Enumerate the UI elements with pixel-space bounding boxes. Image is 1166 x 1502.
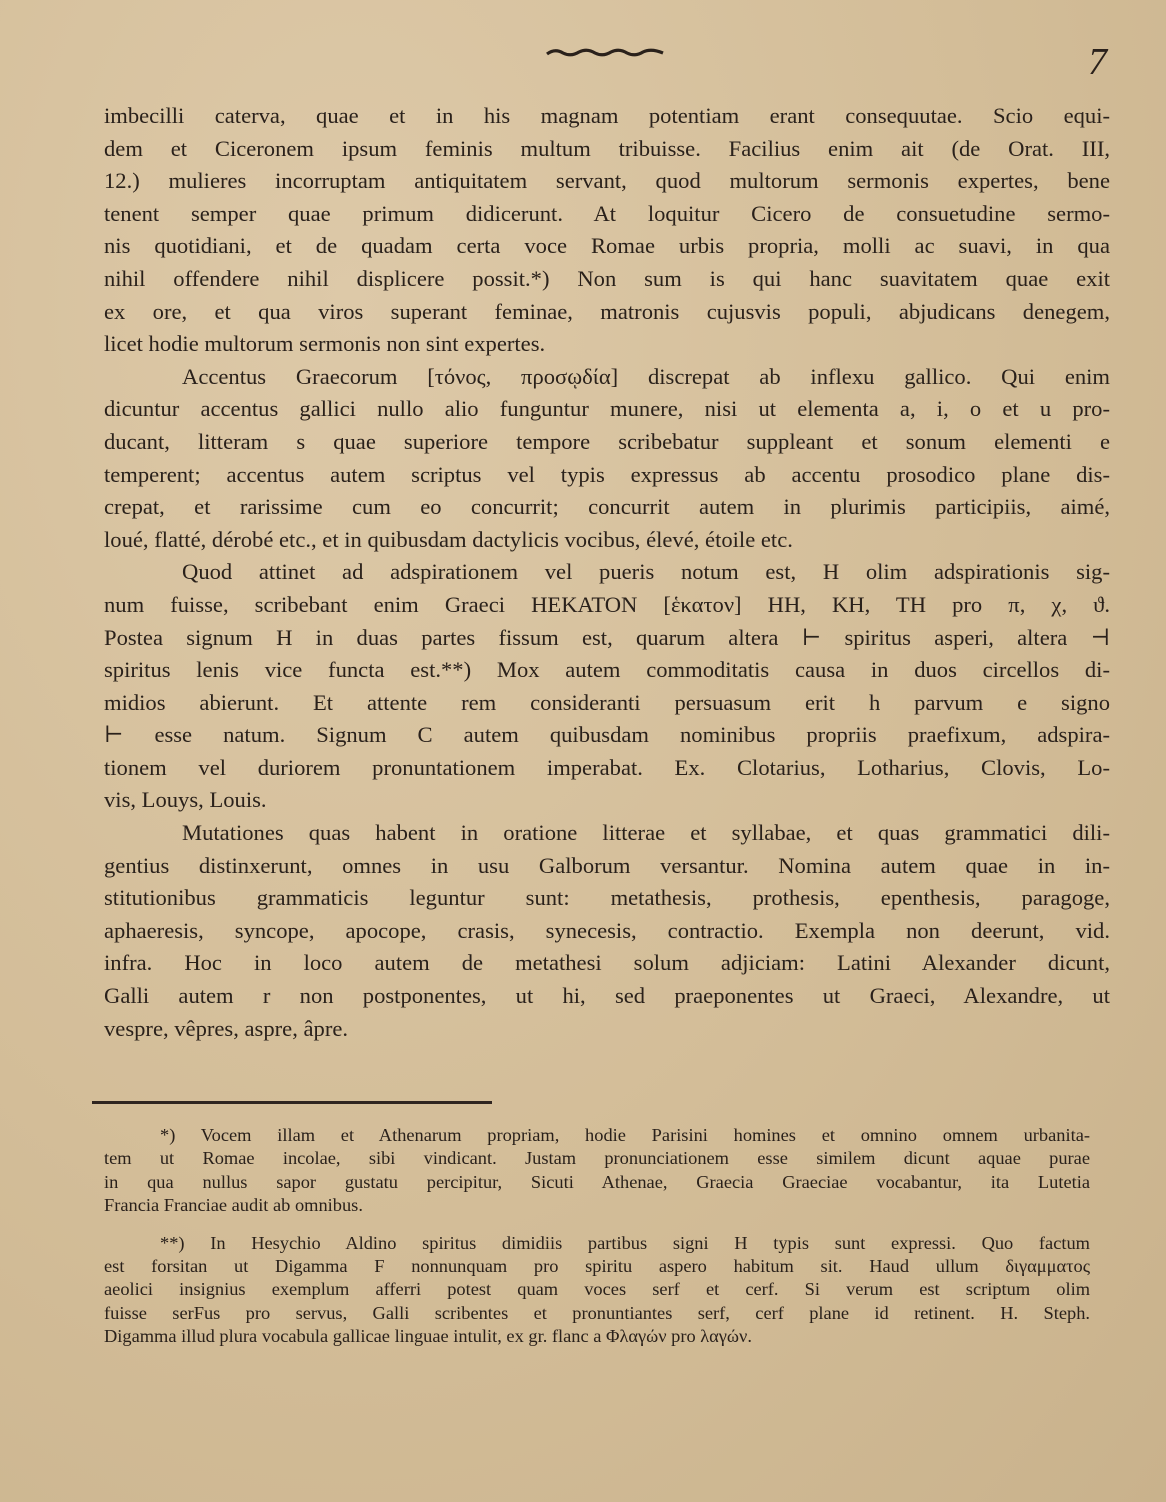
main-text <box>104 100 1110 1045</box>
text-line: 12.) mulieres incorruptam antiquitatem servant, quod multorum sermonis expertes, bene <box>104 168 1110 194</box>
page-number: 7 <box>1088 41 1107 83</box>
text-line: nihil offendere nihil displicere possit.*) Non sum is qui hanc suavitatem quae exit <box>104 265 1110 291</box>
footnote <box>104 1232 1090 1349</box>
text-line: infra. Hoc in loco autem de metathesi solum adjiciam: Latini Alexander dicunt, <box>104 950 1110 976</box>
footnote-line: est forsitan ut Digamma F nonnunquam pro spiritu aspero habitum sit. Haud ullum διγαμματος <box>104 1256 1090 1277</box>
text-line: ducant, litteram s quae superiore tempore scribebatur suppleant et sonum elementi e <box>104 428 1110 454</box>
text-line: loué, flatté, dérobé etc., et in quibusdam dactylicis vocibus, élevé, étoile etc. <box>104 526 793 552</box>
footnote <box>104 1124 1090 1218</box>
text-line: nis quotidiani, et de quadam certa voce Romae urbis propria, molli ac suavi, in qua <box>104 233 1110 259</box>
text-line: temperent; accentus autem scriptus vel typis expressus ab accentu prosodico plane dis- <box>104 461 1110 487</box>
text-line: tionem vel duriorem pronuntationem imperabat. Ex. Clotarius, Lotharius, Clovis, Lo- <box>104 754 1110 780</box>
footnote-line: aeolici insignius exemplum afferri potest quam voces serf et cerf. Si verum est scriptum olim <box>104 1279 1090 1300</box>
text-line: midios abierunt. Et attente rem consideranti persuasum erit h parvum e signo <box>104 689 1110 715</box>
footnote-line: Digamma illud plura vocabula gallicae linguae intulit, ex gr. flanc a Φλαγών pro λαγών. <box>104 1326 752 1347</box>
text-line: dicuntur accentus gallici nullo alio funguntur munere, nisi ut elementa a, i, o et u pro- <box>104 396 1110 422</box>
paragraph <box>104 556 1110 817</box>
footnotes <box>104 1124 1090 1349</box>
paragraph <box>104 100 1110 361</box>
text-line: licet hodie multorum sermonis non sint expertes. <box>104 331 546 357</box>
footnote-line: tem ut Romae incolae, sibi vindicant. Justam pronunciationem esse similem dicunt aquae purae <box>104 1148 1090 1169</box>
text-line: gentius distinxerunt, omnes in usu Galborum versantur. Nomina autem quae in in- <box>104 852 1110 878</box>
text-line: aphaeresis, syncope, apocope, crasis, synecesis, contractio. Exempla non deerunt, vid. <box>104 917 1110 943</box>
text-line: ex ore, et qua viros superant feminae, matronis cujusvis populi, abjudicans denegem, <box>104 298 1110 324</box>
text-line: Quod attinet ad adspirationem vel pueris notum est, H olim adspirationis sig- <box>182 559 1110 585</box>
footnote-line: fuisse serFus pro servus, Galli scribentes et pronuntiantes serf, cerf plane id retinent. H. Steph. <box>104 1302 1090 1323</box>
ornament-rule <box>545 46 665 58</box>
footnote-line: Francia Franciae audit ab omnibus. <box>104 1195 363 1216</box>
text-line: Accentus Graecorum [τόνος, προσῳδία] discrepat ab inflexu gallico. Qui enim <box>182 363 1110 389</box>
text-line: vespre, vêpres, aspre, âpre. <box>104 1015 349 1041</box>
text-line: crepat, et rarissime cum eo concurrit; concurrit autem in plurimis participiis, aimé, <box>104 494 1110 520</box>
paragraph <box>104 817 1110 1045</box>
text-line: num fuisse, scribebant enim Graeci HEKATON [ἑκατον] HH, KH, TH pro π, χ, ϑ. <box>104 591 1110 617</box>
text-line: Mutationes quas habent in oratione litterae et syllabae, et quas grammatici dili- <box>182 820 1110 846</box>
footnote-divider <box>92 1101 492 1104</box>
text-line: imbecilli caterva, quae et in his magnam potentiam erant consequutae. Scio equi- <box>104 103 1110 128</box>
footnote-line: *) Vocem illam et Athenarum propriam, hodie Parisini homines et omnino omnem urbanita- <box>160 1125 1090 1145</box>
footnote-line: in qua nullus sapor gustatu percipitur, Sicuti Athenae, Graecia Graeciae vocabantur, ita Lutetia <box>104 1171 1090 1192</box>
text-line: dem et Ciceronem ipsum feminis multum tribuisse. Facilius enim ait (de Orat. III, <box>104 135 1110 161</box>
paragraph <box>104 361 1110 557</box>
text-line: Galli autem r non postponentes, ut hi, sed praeponentes ut Graeci, Alexandre, ut <box>104 983 1110 1009</box>
footnote-line: **) In Hesychio Aldino spiritus dimidiis partibus signi H typis sunt expressi. Quo factum <box>160 1232 1090 1253</box>
text-line: tenent semper quae primum didicerunt. At loquitur Cicero de consuetudine sermo- <box>104 200 1110 226</box>
text-line: vis, Louys, Louis. <box>104 787 267 813</box>
text-line: stitutionibus grammaticis leguntur sunt: metathesis, prothesis, epenthesis, paragoge, <box>104 885 1110 911</box>
text-line: spiritus lenis vice functa est.**) Mox autem commoditatis causa in duos circellos di- <box>104 657 1110 683</box>
text-line: ⊢ esse natum. Signum C autem quibusdam nominibus propriis praefixum, adspira- <box>104 722 1110 748</box>
text-line: Postea signum H in duas partes fissum est, quarum altera ⊢ spiritus asperi, altera ⊣ <box>104 624 1110 650</box>
